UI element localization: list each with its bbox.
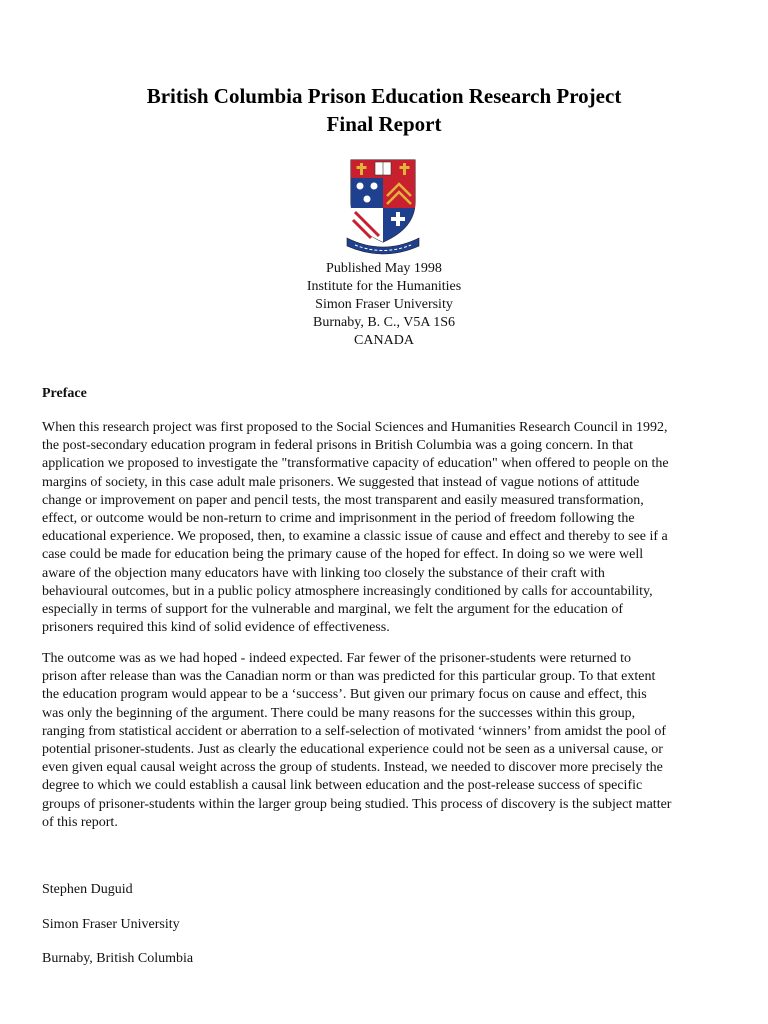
- paragraph-line: the education program would appear to be a ‘success’. But given our primary focus on cause and effect, this: [42, 687, 647, 703]
- paragraph-line: behavioural outcomes, but in a public policy atmosphere increasingly conditioned by calls for accountability,: [42, 583, 653, 599]
- preface-paragraph-2: [42, 650, 732, 832]
- university-name: Simon Fraser University: [315, 297, 453, 312]
- paragraph-line: case could be made for education being the primary cause of the hoped for effect. In doing so we were well: [42, 547, 644, 563]
- paragraph-line: prison after release than was the Canadian norm or than was predicted for this particular group. To that extent: [42, 669, 656, 685]
- preface-paragraph-1: [42, 419, 732, 637]
- paragraph-line: educational experience. We proposed, then, to examine a classic issue of cause and effect and thereby to see if a: [42, 529, 668, 545]
- report-title: [0, 82, 768, 138]
- paragraph-line: ranging from statistical accident or aberration to a self-selection of motivated ‘winners’ from amidst the pool of: [42, 723, 667, 739]
- author-name: Stephen Duguid: [42, 882, 133, 897]
- paragraph-line: aware of the objection many educators have with linking too closely the substance of their craft with: [42, 565, 605, 581]
- paragraph-line: the post-secondary education program in federal prisons in British Columbia was a going concern. In that: [42, 438, 633, 454]
- title-line-1: British Columbia Prison Education Research Project: [146, 84, 622, 108]
- paragraph-line: especially in terms of support for the vulnerable and marginal, we felt the argument for the education of: [42, 602, 624, 618]
- paragraph-line: margins of society, in this case adult male prisoners. We suggested that instead of vague notions of attitude: [42, 474, 640, 490]
- paragraph-line: of this report.: [42, 814, 118, 830]
- published-date: Published May 1998: [326, 261, 442, 276]
- publication-info: [0, 260, 768, 350]
- preface-heading: Preface: [42, 386, 87, 401]
- paragraph-line: effect, or outcome would be non-return to crime and imprisonment in the period of freedom following the: [42, 511, 635, 527]
- address: Burnaby, B. C., V5A 1S6: [313, 315, 455, 330]
- paragraph-line: application we proposed to investigate the "transformative capacity of education" when offered to people on the: [42, 456, 669, 472]
- paragraph-line: change or improvement on paper and pencil tests, the most transparent and easily measured transformation,: [42, 492, 644, 508]
- paragraph-line: was only the beginning of the argument. There could be many reasons for the successes within this group,: [42, 705, 636, 721]
- paragraph-line: When this research project was first proposed to the Social Sciences and Humanities Research Council in 1992,: [42, 420, 668, 435]
- author-location: Burnaby, British Columbia: [42, 951, 194, 966]
- paragraph-line: The outcome was as we had hoped - indeed expected. Far fewer of the prisoner-students were returned to: [42, 651, 632, 666]
- title-line-2: Final Report: [326, 112, 442, 136]
- university-crest-logo: [345, 156, 421, 256]
- country: CANADA: [354, 333, 414, 348]
- paragraph-line: even given equal causal weight across the group of students. Instead, we needed to discover more precisely the: [42, 760, 663, 776]
- paragraph-line: prisoners required this kind of solid evidence of effectiveness.: [42, 620, 390, 636]
- paragraph-line: degree to which we could establish a causal link between education and the post-release success of specific: [42, 778, 643, 794]
- author-institution: Simon Fraser University: [42, 917, 180, 932]
- paragraph-line: potential prisoner-students. Just as clearly the educational experience could not be seen as a universal cause, or: [42, 742, 663, 758]
- institute-name: Institute for the Humanities: [306, 279, 462, 294]
- paragraph-line: groups of prisoner-students within the larger group being studied. This process of discovery is the subject matter: [42, 796, 672, 812]
